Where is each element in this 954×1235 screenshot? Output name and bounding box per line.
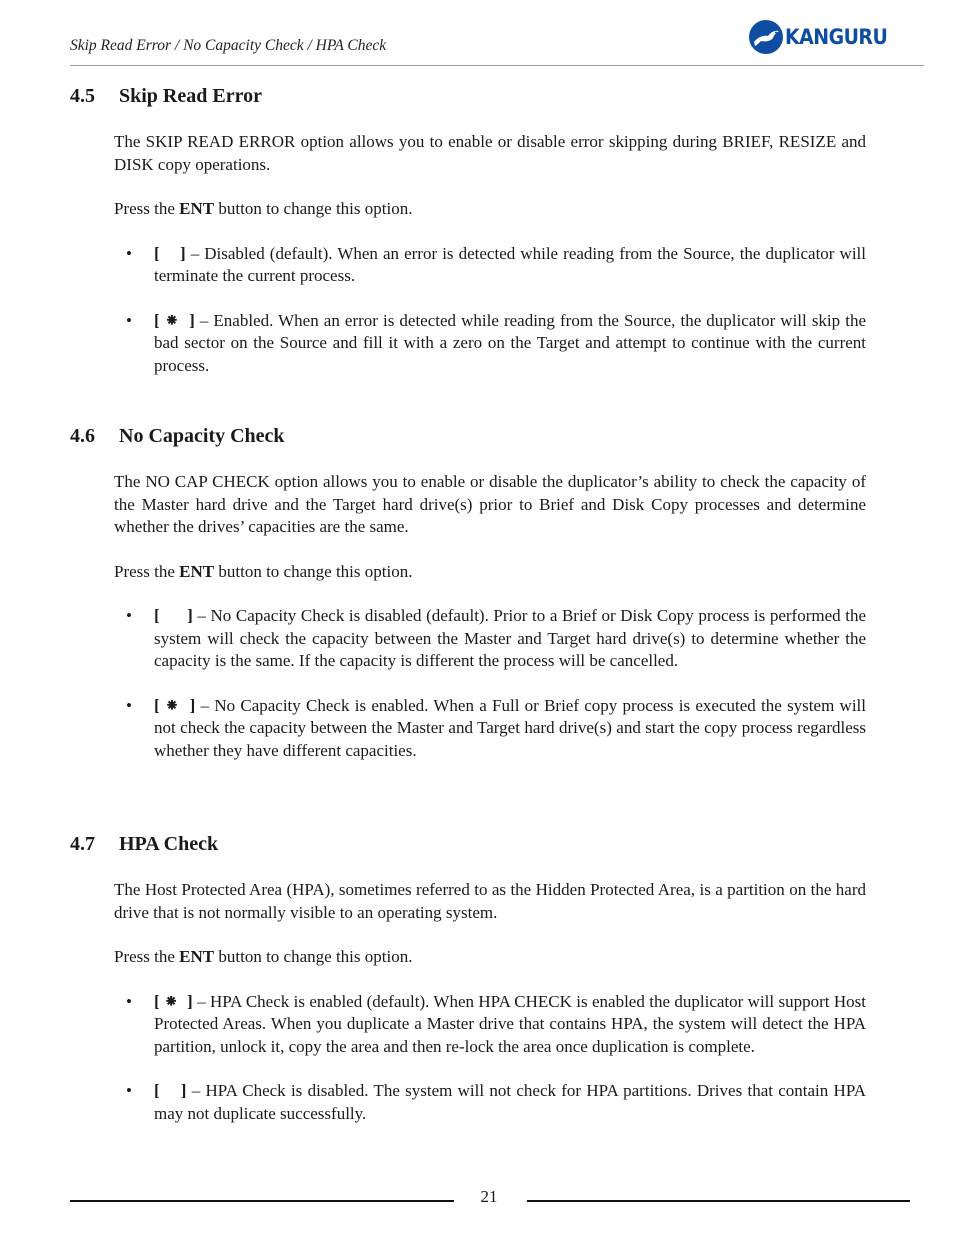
section-number: 4.7: [70, 833, 95, 855]
option-key: [ ]: [154, 606, 193, 625]
option-key: [ ⁕ ]: [154, 695, 196, 715]
section-title-text: No Capacity Check: [119, 425, 285, 447]
list-item: [126, 991, 866, 1059]
section-heading: [70, 831, 866, 857]
list-item: [126, 310, 866, 378]
option-key: [ ⁕ ]: [154, 991, 193, 1011]
ent-key-label: ENT: [179, 947, 215, 966]
section-no-capacity-check: [70, 423, 866, 762]
option-list: [70, 243, 866, 378]
header-divider: [70, 65, 924, 66]
list-item: [126, 243, 866, 288]
footer-rule-left: [70, 1200, 454, 1202]
press-instruction: Press the ENT button to change this option.: [114, 561, 413, 581]
option-key: [ ⁕ ]: [154, 310, 195, 330]
bullet-icon: •: [126, 606, 132, 625]
list-item: [126, 605, 866, 673]
kangaroo-icon: [749, 20, 783, 54]
section-hpa-check: [70, 831, 866, 1125]
ent-key-label: ENT: [179, 199, 215, 218]
bullet-icon: •: [126, 1081, 132, 1100]
section-title-text: HPA Check: [119, 833, 219, 855]
section-number: 4.6: [70, 425, 95, 447]
bullet-icon: •: [126, 991, 132, 1011]
footer-rule-right: [527, 1200, 910, 1202]
option-description: – HPA Check is enabled (default). When HPA CHECK is enabled the duplicator will support Host Protected Areas. When you duplicate a Master drive that contains HPA, the system will detect the HPA partition, unlock it, copy the area and then re-lock the area once duplication is complete.: [154, 991, 866, 1056]
running-header-title: Skip Read Error / No Capacity Check / HPA Check: [70, 37, 387, 54]
option-list: [70, 605, 866, 762]
option-key: [ ]: [154, 243, 186, 263]
option-description: – No Capacity Check is enabled. When a Full or Brief copy process is executed the system will not check the capacity between the Master and Target hard drive(s) and start the copy process regardless whether they have different capacities.: [154, 695, 866, 760]
bullet-icon: •: [126, 695, 132, 715]
press-instruction: Press the ENT button to change this option.: [114, 947, 413, 966]
section-intro: The Host Protected Area (HPA), sometimes referred to as the Hidden Protected Area, is a partition on the hard drive that is not normally visible to an operating system.: [114, 880, 866, 922]
section-intro: The NO CAP CHECK option allows you to enable or disable the duplicator’s ability to check the capacity of the Master hard drive and the Target hard drive(s) prior to Brief and Disk Copy processes and determine whether the drives’ capacities are the same.: [114, 472, 866, 536]
section-title-text: Skip Read Error: [119, 85, 262, 107]
list-item: [126, 1080, 866, 1125]
section-number: 4.5: [70, 85, 95, 107]
bullet-icon: •: [126, 310, 132, 330]
logo-wordmark: KANGURU: [785, 25, 888, 49]
option-description: – No Capacity Check is disabled (default). Prior to a Brief or Disk Copy process is performed the system will check the capacity between the Master and Target hard drive(s) to determine whether the capacity is the same. If the capacity is different the process will be cancelled.: [154, 606, 866, 670]
press-instruction: Press the ENT button to change this option.: [114, 199, 413, 218]
option-key: [ ]: [154, 1081, 187, 1100]
section-heading: [70, 423, 866, 449]
section-intro: The SKIP READ ERROR option allows you to enable or disable error skipping during BRIEF, RESIZE and DISK copy operations.: [114, 132, 866, 174]
option-description: – Enabled. When an error is detected while reading from the Source, the duplicator will skip the bad sector on the Source and fill it with a zero on the Target and attempt to continue with the current process.: [154, 310, 866, 375]
option-list: [70, 991, 866, 1126]
bullet-icon: •: [126, 243, 132, 263]
kanguru-logo: [749, 18, 914, 56]
list-item: [126, 695, 866, 763]
option-description: – Disabled (default). When an error is detected while reading from the Source, the duplicator will terminate the current process.: [154, 243, 866, 285]
page-number: 21: [480, 1187, 498, 1206]
section-heading: [70, 83, 866, 109]
option-description: – HPA Check is disabled. The system will not check for HPA partitions. Drives that contain HPA may not duplicate successfully.: [154, 1081, 866, 1123]
ent-key-label: ENT: [179, 561, 215, 581]
section-skip-read-error: [70, 83, 866, 377]
